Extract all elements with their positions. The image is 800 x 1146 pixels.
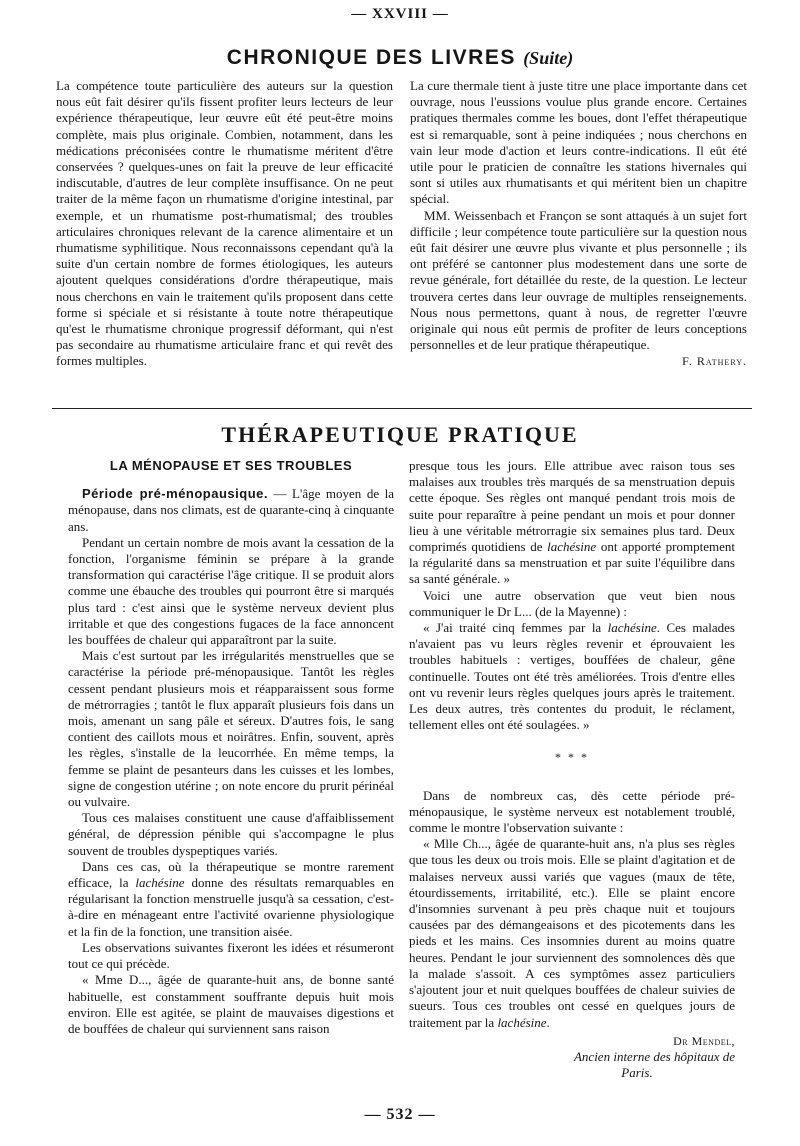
page-number: — 532 — xyxy=(364,1106,436,1123)
chronique-paragraph: MM. Weissenbach et Françon se sont attaqués à un sujet fort difficile ; leur compétence toute particulière sur la question nous eût fait désirer une œuvre plus vivante et plus personnelle ; ils ont préféré se cantonner plus modestement dans une sorte de revue générale, fort détaillée du reste, de la question. Le lecteur trouvera certes dans leur ouvrage de multiples renseignements. Nous nous permettons, quant à nous, de regretter l'œuvre originale qui nous eût permis de profiter de leurs conceptions personnelles et de leur pratique thérapeutique. xyxy=(410,207,747,353)
article-paragraph: Dans ces cas, où la thérapeutique se montre rarement efficace, la lachésine donne des résultats remarquables en régularisant la fonction menstruelle jusqu'à sa cessation, c'est-à-dire en ménageant entre l'activité ovarienne physiologique et la fin de la fonction, une transition aisée. xyxy=(68,858,394,939)
emphasized-text: lachésine xyxy=(547,539,597,555)
article-paragraph: « Mme D..., âgée de quarante-huit ans, de bonne santé habituelle, est constamment souffrante depuis huit mois environ. Elle est agitée, se plaint de mauvaises digestions et de bouffées de chaleur qui surviennent sans raison xyxy=(68,972,394,1036)
section-asterism: * * * xyxy=(555,750,589,765)
article-subhead: Période pré-ménopausique. xyxy=(82,486,268,502)
therapeutique-title: THÉRAPEUTIQUE PRATIQUE xyxy=(221,422,579,447)
author-place: Paris. xyxy=(621,1065,653,1081)
emphasized-text: lachésine xyxy=(497,1014,547,1030)
chronique-suite: (Suite) xyxy=(523,48,574,68)
article-paragraph: Pendant un certain nombre de mois avant la cessation de la fonction, l'organisme féminin se prépare à la grande transformation qui caractérise l'âge critique. Il se produit alors comme une ébauche des troubles qui pourront être si marqués plus tard : c'est ainsi que le système nerveux devient plus irritable et que des congestions fugaces de la face annoncent les bouffées de chaleur qui apparaîtront par la suite. xyxy=(68,534,394,648)
article-lead-text: — L'âge moyen de la ménopause, dans nos climats, est de quarante-cinq à cinquante ans. xyxy=(68,486,394,534)
therapeutique-column-right xyxy=(409,458,735,1081)
article-paragraph: Dans de nombreux cas, dès cette période pré-ménopausique, le système nerveux est notablement troublé, comme le montre l'observation suivante : xyxy=(409,787,735,836)
article-paragraph: Les observations suivantes fixeront les idées et résumeront tout ce qui précède. xyxy=(68,939,394,972)
chronique-title-text: CHRONIQUE DES LIVRES xyxy=(226,46,516,69)
article-paragraph: Voici une autre observation que veut bien nous communiquer le Dr L... (de la Mayenne) : xyxy=(409,587,735,619)
chronique-paragraph: La compétence toute particulière des auteurs sur la question nous eût fait désirer qu'ils fissent profiter leurs lecteurs de leur expérience thérapeutique, leur œuvre eût été peut-être moins complète, mais plus originale. Combien, notamment, dans les médications préconisées contre le rhumatisme méritent d'être conservées ? quelques-unes on fait la preuve de leur efficacité indiscutable, d'autres de leur complète insuffisance. On ne peut traiter de la même façon un rhumatisme d'origine intestinal, par exemple, et un rhumatisme post-rhumatismal; des troubles articulaires chroniques relevant de la carence alimentaire et un rhumatisme syphilitique. Nous reconnaissons cependant qu'à la suite d'un certain nombre de formes étiologiques, les auteurs ajoutent quelques considérations d'ordre thérapeutique, mais nous cherchons en vain le traitement qu'ils proposent dans cette forme si spéciale et si résistante à toute notre thérapeutique qu'est le rhumatisme chronique progressif déformant, qui n'est pas secondaire au rhumatisme articulaire franc et qui revêt des formes multiples. xyxy=(56,78,393,369)
article-paragraph: Tous ces malaises constituent une cause d'affaiblissement général, de dépression pénible qui s'accompagne le plus souvent de troubles dyspeptiques variés. xyxy=(68,810,394,858)
chronique-title xyxy=(0,46,800,70)
emphasized-text: lachésine xyxy=(135,875,185,891)
article-title: LA MÉNOPAUSE ET SES TROUBLES xyxy=(109,458,353,473)
chronique-column-left xyxy=(56,78,393,370)
chronique-column-right xyxy=(410,78,747,370)
article-paragraph: Mais c'est surtout par les irrégularités menstruelles que se caractérise la période pré-ménopausique. Tantôt les règles cessent pendant plusieurs mois et réapparaissent sous forme de métrorragies ; tantôt le flux apparaît plusieurs fois dans un mois, amenant un sang pâle et séreux. D'autres fois, le sang contient des caillots mous et noirâtres. Enfin, souvent, après les règles, s'installe de la leucorrhée. En même temps, la femme se plaint de pesanteurs dans les cuisses et les lombes, signe de congestion utérine ; on note encore du prurit périnéal ou vulvaire. xyxy=(68,648,394,810)
chronique-signature: F. Rathery. xyxy=(682,354,747,369)
author-role: Ancien interne des hôpitaux de xyxy=(573,1048,735,1064)
page-folio: — XXVIII — xyxy=(351,6,449,22)
article-lead-paragraph xyxy=(68,486,394,535)
article-paragraph: presque tous les jours. Elle attribue avec raison tous ses malaises aux troubles très marqués de sa menstruation depuis cette époque. Ses règles ont manqué pendant trois mois de suite pour reparaître à peine pendant un mois et pour donner lieu à une véritable métrorragie six semaines plus tard. Deux comprimés quotidiens de lachésine ont apporté promptement la régularité dans sa menstruation et par suite l'équilibre dans sa santé générale. » xyxy=(409,458,735,587)
therapeutique-column-left xyxy=(68,458,394,1037)
author-signature: Dr Mendel, xyxy=(673,1033,735,1048)
article-paragraph: « Mlle Ch..., âgée de quarante-huit ans, n'a plus ses règles que tous les deux ou trois mois. Elle se plaint d'agitation et de malaises nerveux aussi variés que vagues (maux de tête, étourdissements, irritabilité, etc.). Elle se plaint encore d'insomnies survenant à peu près chaque nuit et toujours causées par des démangeaisons et des picotements dans les pieds et les mains. Ces insomnies durent au moins quatre heures. Pendant le jour surviennent des somnolences dès que la malade s'assoit. A ces symptômes assez particuliers s'ajoutent jour et nuit quelques bouffées de chaleur suivies de sueurs. Tous ces troubles ont cessé en quelques jours de traitement par la lachésine. xyxy=(409,836,735,1030)
emphasized-text: lachésine xyxy=(607,620,657,636)
article-paragraph: « J'ai traité cinq femmes par la lachésine. Ces malades n'avaient pas vu leurs règles revenir et éprouvaient les troubles habituels : vertiges, bouffées de chaleur, gêne continuelle. Toutes ont été très améliorées. Trois d'entre elles ont vu revenir leurs règles quelques jours après le traitement. Les deux autres, très contentes du produit, le réclament, tellement elles ont été soulagées. » xyxy=(409,620,735,733)
section-divider xyxy=(52,408,752,409)
chronique-paragraph: La cure thermale tient à juste titre une place importante dans cet ouvrage, nous l'eussions voulue plus grande encore. Certaines pratiques thermales comme les boues, dont l'effet thérapeutique est si remarquable, sont à peine indiquées ; nous cherchons en vain leur mode d'action et leurs contre-indications. Il eût été utile pour le praticien de connaître les stations hivernales qui sont si utiles aux rhumatisants et qui méritent bien un chapitre spécial. xyxy=(410,78,747,207)
